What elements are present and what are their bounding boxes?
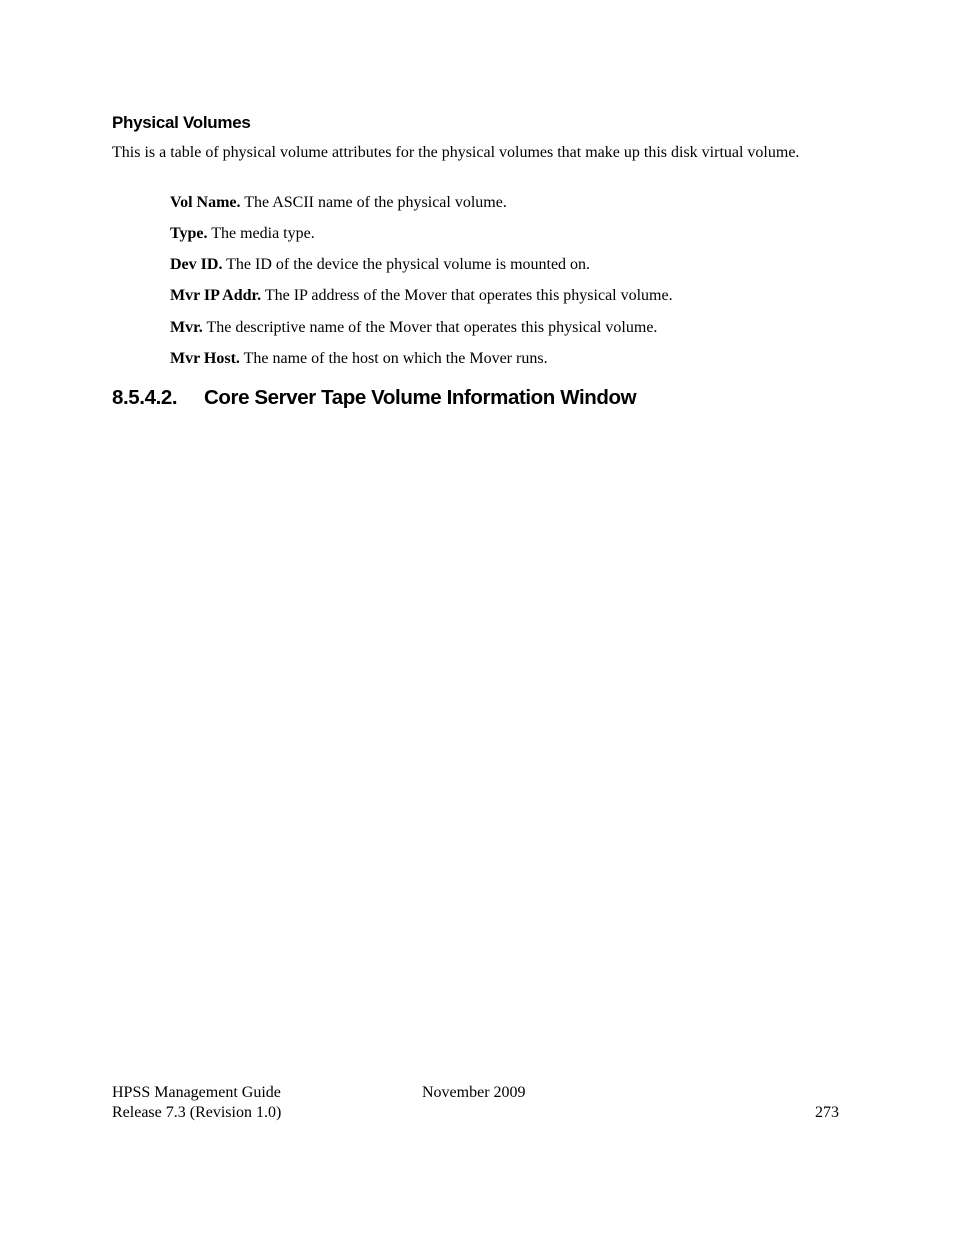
section-number: 8.5.4.2. (112, 386, 178, 409)
definition-term: Mvr Host. (170, 350, 240, 367)
footer-date: November 2009 (422, 1084, 526, 1101)
definition-mvr-ip-addr (170, 286, 673, 305)
definition-dev-id (170, 255, 590, 274)
definition-term: Vol Name. (170, 194, 241, 211)
definition-term: Mvr IP Addr. (170, 287, 262, 304)
definition-mvr (170, 318, 657, 337)
section-heading (112, 386, 636, 410)
section-title: Core Server Tape Volume Information Window (204, 386, 637, 409)
footer-release: Release 7.3 (Revision 1.0) (112, 1104, 282, 1121)
definition-type (170, 224, 315, 243)
definition-vol-name (170, 193, 507, 212)
definition-text: The name of the host on which the Mover runs. (239, 350, 548, 367)
definition-mvr-host (170, 349, 548, 368)
definition-term: Dev ID. (170, 256, 223, 273)
definition-text: The ID of the device the physical volume is mounted on. (222, 256, 591, 273)
definition-text: The media type. (207, 225, 315, 242)
definition-term: Type. (170, 225, 208, 242)
subsection-heading: Physical Volumes (112, 113, 251, 132)
definition-text: The IP address of the Mover that operates this physical volume. (261, 287, 673, 304)
definition-text: The descriptive name of the Mover that operates this physical volume. (202, 319, 658, 336)
footer-guide-title: HPSS Management Guide (112, 1084, 281, 1101)
definition-text: The ASCII name of the physical volume. (240, 194, 507, 211)
intro-paragraph: This is a table of physical volume attributes for the physical volumes that make up this disk virtual volume. (112, 144, 800, 161)
footer-page-number: 273 (815, 1104, 839, 1121)
definition-term: Mvr. (170, 319, 203, 336)
